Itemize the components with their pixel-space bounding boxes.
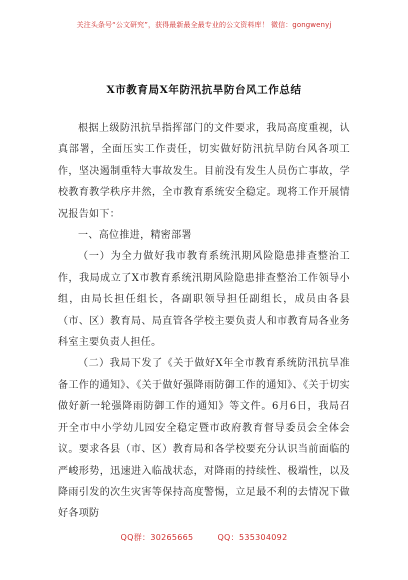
footer-contact <box>0 532 408 543</box>
header-banner: 关注头条号“公文研究”，获得最新最全最专业的公文资料库！ 微信：gongwenyj <box>76 21 332 29</box>
paragraph-item-2: （二）我局下发了《关于做好X年全市教育系统防汛抗旱准备工作的通知》、《关于做好强降雨防御工作的通知》、《关于切实做好新一轮强降雨防御工作的通知》等文件。6月6日，我局召开全市中小学幼儿园安全稳定暨市政府教育督导委员会全体会议。要求各县（市、区）教育局和各学校要充分认识当前面临的严峻形势，迅速进入临战状态，对降雨的持续性、极端性，以及降雨引发的次生灾害等保持高度警惕，立足最不利的去情况下做好各项防 <box>58 358 350 520</box>
section-heading: 一、高位推进，精密部署 <box>78 230 192 242</box>
footer-qq-group: QQ群：30265665 <box>120 533 194 542</box>
document-body <box>58 118 350 525</box>
footer-qq: QQ：535304092 <box>217 533 288 542</box>
document-title: X市教育局X年防汛抗旱防台风工作总结 <box>106 84 302 96</box>
paragraph-item-1: （一）为全力做好我市教育系统汛期风险隐患排查整治工作，我局成立了X市教育系统汛期风险隐患排查整治工作领导小组，由局长担任组长，各副职领导担任副组长，成员由各县（市、区）教育局、局直管各学校主要负责人和市教育局各业务科室主要负责人担任。 <box>58 251 350 349</box>
intro-paragraph: 根据上级防汛抗旱指挥部门的文件要求，我局高度重视，认真部署，全面压实工作责任，切实做好防汛抗旱防台风各项工作，坚决遏制重特大事故发生。目前没有发生人员伤亡事故，学校教育教学秩序井然，全市教育系统安全稳定。现将工作开展情况报告如下： <box>58 123 350 220</box>
